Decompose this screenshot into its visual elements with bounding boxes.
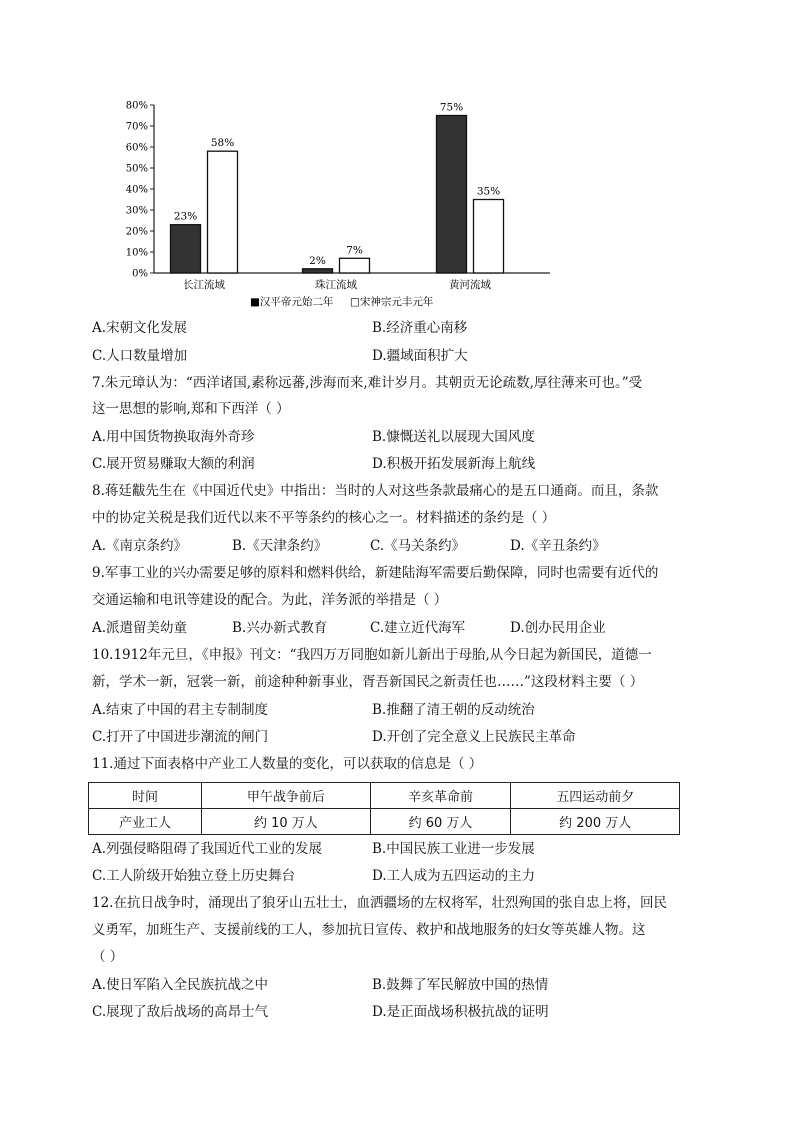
q12-option-b[interactable]: B.鼓舞了军民解放中国的热情 bbox=[372, 977, 549, 993]
table-row bbox=[89, 809, 680, 835]
q12-stem-line2: 义勇军，加班生产、支援前线的工人，参加抗日宣传、救护和战地服务的妇女等英雄人物。这 bbox=[92, 922, 646, 938]
q6-option-a[interactable]: A.宋朝文化发展 bbox=[92, 320, 188, 336]
q7-option-c[interactable]: C.展开贸易赚取大额的利润 bbox=[92, 456, 255, 472]
category-label: 珠江流域 bbox=[315, 279, 357, 291]
q11-option-a[interactable]: A.列强侵略阻碍了我国近代工业的发展 bbox=[92, 841, 323, 857]
bar-han-1 bbox=[303, 269, 333, 273]
q12-option-c[interactable]: C.展现了敌后战场的高昂士气 bbox=[92, 1004, 269, 1020]
y-tick-label: 40% bbox=[125, 184, 148, 196]
q10-option-b[interactable]: B.推翻了清王朝的反动统治 bbox=[372, 702, 535, 718]
q9-option-c[interactable]: C.建立近代海军 bbox=[370, 620, 466, 636]
q8-option-c[interactable]: C.《马关条约》 bbox=[370, 538, 466, 554]
q10-option-a[interactable]: A.结束了中国的君主专制制度 bbox=[92, 702, 269, 718]
q10-stem-line2: 新，学术一新，冠裳一新，前途种种新事业，胥吾新国民之新责任也……”这段材料主要（ ） bbox=[92, 674, 644, 690]
y-tick-label: 10% bbox=[125, 247, 148, 259]
q7-option-a[interactable]: A.用中国货物换取海外奇珍 bbox=[92, 429, 255, 445]
q10-option-d[interactable]: D.开创了完全意义上民族民主革命 bbox=[372, 729, 576, 745]
q8-option-a[interactable]: A.《南京条约》 bbox=[92, 538, 188, 554]
table-cell: 约 200 万人 bbox=[511, 809, 680, 835]
q10-option-c[interactable]: C.打开了中国进步潮流的闸门 bbox=[92, 729, 269, 745]
table-cell: 产业工人 bbox=[89, 809, 202, 835]
table-cell: 约 10 万人 bbox=[202, 809, 371, 835]
bar-value-label: 58% bbox=[210, 137, 235, 150]
table-cell: 时间 bbox=[89, 783, 202, 809]
q9-option-a[interactable]: A.派遣留美幼童 bbox=[92, 620, 188, 636]
table-cell: 约 60 万人 bbox=[370, 809, 511, 835]
q8-option-b[interactable]: B.《天津条约》 bbox=[232, 538, 328, 554]
category-labels bbox=[183, 278, 491, 291]
q12-stem-line3: （ ） bbox=[92, 949, 124, 965]
legend-item-song: □宋神宗元丰元年 bbox=[350, 296, 434, 308]
y-tick-label: 80% bbox=[125, 100, 148, 112]
q9-stem-line2: 交通运输和电讯等建设的配合。为此，洋务派的举措是（ ） bbox=[92, 592, 448, 608]
bar-value-label: 75% bbox=[439, 101, 464, 114]
bar-value-label: 23% bbox=[173, 210, 198, 223]
q8-stem-line2: 中的协定关税是我们近代以来不平等条约的核心之一。材料描述的条约是（ ） bbox=[92, 510, 556, 526]
table-header-row bbox=[89, 783, 680, 809]
q7-option-d[interactable]: D.积极开拓发展新海上航线 bbox=[372, 456, 536, 472]
q6-option-d[interactable]: D.疆域面积扩大 bbox=[372, 348, 468, 364]
bar-han-2 bbox=[437, 116, 467, 274]
q8-option-d[interactable]: D.《辛丑条约》 bbox=[510, 538, 606, 554]
q11-option-d[interactable]: D.工人成为五四运动的主力 bbox=[372, 868, 536, 884]
industrial-workers-table bbox=[88, 782, 680, 835]
table-cell: 辛亥革命前 bbox=[370, 783, 511, 809]
bar-value-label: 35% bbox=[476, 185, 501, 198]
category-label: 黄河流域 bbox=[449, 279, 491, 291]
table-cell: 五四运动前夕 bbox=[511, 783, 680, 809]
bar-value-label: 7% bbox=[346, 244, 363, 257]
y-tick-label: 20% bbox=[125, 226, 148, 238]
bar-han-0 bbox=[171, 225, 201, 273]
bar-value-label: 2% bbox=[309, 254, 326, 267]
population-bar-chart bbox=[110, 95, 560, 310]
y-tick-label: 60% bbox=[125, 142, 148, 154]
table-cell: 甲午战争前后 bbox=[202, 783, 371, 809]
y-tick-label: 50% bbox=[125, 163, 148, 175]
q7-option-b[interactable]: B.慷慨送礼以展现大国风度 bbox=[372, 429, 535, 445]
q9-option-d[interactable]: D.创办民用企业 bbox=[510, 620, 606, 636]
q7-stem-line1: 7.朱元璋认为：“西洋诸国,素称远蕃,涉海而来,难计岁月。其朝贡无论疏数,厚往薄来可也。”受 bbox=[92, 375, 643, 391]
y-tick-label: 0% bbox=[132, 268, 148, 280]
chart-legend bbox=[250, 295, 434, 308]
q8-stem-line1: 8.蒋廷黻先生在《中国近代史》中指出：当时的人对这些条款最痛心的是五口通商。而且，条款 bbox=[92, 483, 659, 499]
q11-option-c[interactable]: C.工人阶级开始独立登上历史舞台 bbox=[92, 868, 296, 884]
bar-song-2 bbox=[474, 200, 504, 274]
y-tick-label: 70% bbox=[125, 121, 148, 133]
y-tick-label: 30% bbox=[125, 205, 148, 217]
q11-stem: 11.通过下面表格中产业工人数量的变化，可以获取的信息是（ ） bbox=[92, 756, 483, 772]
q6-option-c[interactable]: C.人口数量增加 bbox=[92, 348, 188, 364]
q12-option-d[interactable]: D.是正面战场积极抗战的证明 bbox=[372, 1004, 549, 1020]
q7-stem-line2: 这一思想的影响,郑和下西洋（ ） bbox=[92, 401, 290, 417]
legend-item-han: ■汉平帝元始二年 bbox=[250, 296, 334, 308]
q12-option-a[interactable]: A.使日军陷入全民族抗战之中 bbox=[92, 977, 269, 993]
bar-song-0 bbox=[208, 151, 238, 273]
bar-song-1 bbox=[340, 258, 370, 273]
q10-stem-line1: 10.1912年元旦，《申报》刊文：“我四万万同胞如新儿新出于母胎,从今日起为新国民，道德一 bbox=[92, 647, 652, 663]
q9-stem-line1: 9.军事工业的兴办需要足够的原料和燃料供给，新建陆海军需要后勤保障，同时也需要有近代的 bbox=[92, 565, 659, 581]
q6-option-b[interactable]: B.经济重心南移 bbox=[372, 320, 468, 336]
q11-option-b[interactable]: B.中国民族工业进一步发展 bbox=[372, 841, 535, 857]
category-label: 长江流域 bbox=[183, 279, 225, 291]
q9-option-b[interactable]: B.兴办新式教育 bbox=[232, 620, 328, 636]
q12-stem-line1: 12.在抗日战争时，涌现出了狼牙山五壮士，血洒疆场的左权将军，壮烈殉国的张自忠上将，回民 bbox=[92, 895, 667, 911]
